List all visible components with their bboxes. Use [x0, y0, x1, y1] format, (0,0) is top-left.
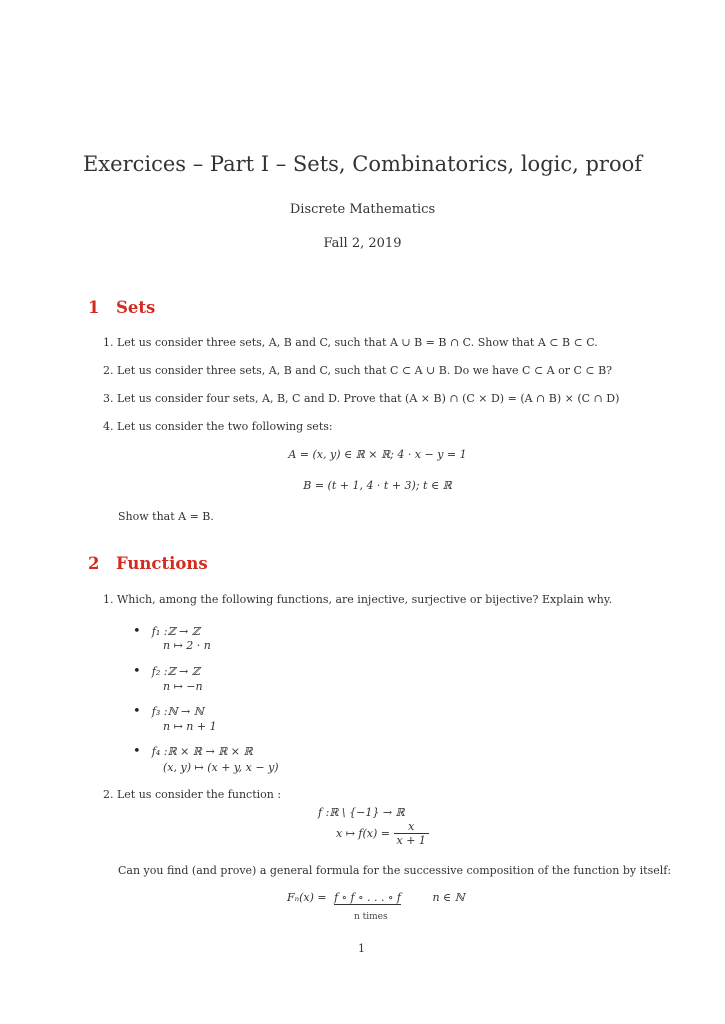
list-item: 2. Let us consider three sets, A, B and C, such that C ⊂ A ∪ B. Do we have C ⊂ A or C ⊂ B?	[103, 364, 613, 377]
set-a-definition: A = (x, y) ∈ ℝ × ℝ; 4 · x − y = 1	[288, 448, 467, 461]
composition-question: Can you find (and prove) a general formula for the successive composition of the function by itself:	[118, 864, 672, 877]
section-title: Sets	[116, 298, 156, 317]
bullet-function-f3	[133, 700, 204, 719]
function-mapping: (x, y) ↦ (x + y, x − y)	[163, 761, 279, 774]
list-item: 3. Let us consider four sets, A, B, C and D. Prove that (A × B) ∩ (C × D) = (A ∩ B) × (C ∩ D)	[103, 392, 620, 405]
function-mapping: n ↦ n + 1	[163, 720, 217, 733]
bullet-function-f1	[133, 620, 200, 639]
fraction-numerator: x	[394, 820, 429, 834]
function-signature: f₃ :ℕ → ℕ	[151, 705, 204, 718]
function-mapping: n ↦ −n	[163, 680, 203, 693]
function-signature: f₂ :ℤ → ℤ	[151, 665, 200, 678]
section-number: 2	[88, 554, 100, 573]
fraction-denominator: x + 1	[396, 834, 426, 847]
formula-left: Fₙ(x) =	[287, 891, 327, 904]
function-signature: f₁ :ℤ → ℤ	[151, 625, 200, 638]
function-f-mapping	[336, 820, 429, 847]
bullet-function-f2	[133, 660, 200, 679]
document-title: Exercices – Part I – Sets, Combinatorics, logic, proof	[82, 152, 643, 176]
underbrace-note: n times	[354, 912, 388, 922]
document-date: Fall 2, 2019	[323, 236, 402, 251]
function-mapping: n ↦ 2 · n	[163, 639, 211, 652]
list-item: 1. Let us consider three sets, A, B and C, such that A ∪ B = B ∩ C. Show that A ⊂ B ⊂ C.	[103, 336, 598, 349]
list-item: 2. Let us consider the function :	[103, 788, 282, 801]
bullet-icon: •	[133, 624, 141, 639]
page-number: 1	[358, 942, 365, 955]
bullet-icon: •	[133, 704, 141, 719]
formula-domain: n ∈ ℕ	[432, 891, 465, 904]
show-that-text: Show that A = B.	[118, 510, 214, 523]
fraction	[394, 820, 429, 847]
section-heading-functions	[88, 554, 208, 573]
list-item: 1. Which, among the following functions, are injective, surjective or bijective? Explain why.	[103, 593, 613, 606]
mapping-left: x ↦ f(x) =	[336, 827, 390, 840]
bullet-function-f4	[133, 740, 253, 759]
section-number: 1	[88, 298, 100, 317]
formula-braced: f ∘ f ∘ . . . ∘ f	[334, 891, 401, 904]
bullet-icon: •	[133, 744, 141, 759]
list-item: 4. Let us consider the two following sets:	[103, 420, 333, 433]
bullet-icon: •	[133, 664, 141, 679]
section-heading-sets	[88, 298, 155, 317]
function-signature: f₄ :ℝ × ℝ → ℝ × ℝ	[151, 745, 253, 758]
document-subtitle: Discrete Mathematics	[289, 202, 436, 217]
set-b-definition: B = (t + 1, 4 · t + 3); t ∈ ℝ	[303, 479, 452, 492]
section-title: Functions	[116, 554, 208, 573]
composition-formula	[287, 891, 465, 904]
function-f-signature: f :ℝ \ {−1} → ℝ	[318, 806, 405, 819]
